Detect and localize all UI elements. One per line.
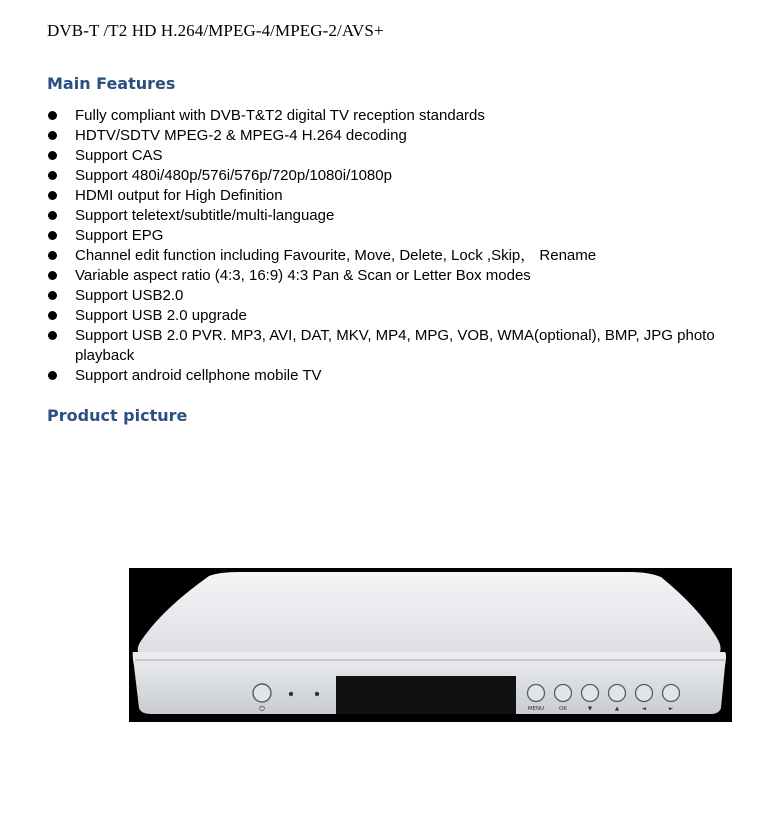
main-features-heading: Main Features: [47, 74, 176, 93]
feature-text: Channel edit function including Favourite, Move, Delete, Lock ,Skip， Rename: [75, 247, 597, 264]
product-image: [129, 568, 732, 722]
list-item: [47, 166, 737, 186]
feature-text: Support USB 2.0 upgrade: [75, 307, 247, 324]
feature-text: Support EPG: [75, 227, 164, 244]
feature-text: Variable aspect ratio (4:3, 16:9) 4:3 Pan & Scan or Letter Box modes: [75, 267, 531, 284]
indicator-led: [315, 692, 319, 696]
list-item: [47, 146, 737, 166]
bullet-icon: [48, 291, 57, 300]
right-label: ►: [668, 706, 674, 712]
indicator-led: [289, 692, 293, 696]
menu-label: MENU: [527, 706, 545, 712]
feature-list: [47, 106, 737, 386]
svg-text:⏻: ⏻: [259, 705, 265, 713]
list-item: [47, 106, 737, 126]
ok-label: OK: [559, 706, 567, 712]
bullet-icon: [48, 311, 57, 320]
bullet-icon: [48, 131, 57, 140]
feature-text: Support CAS: [75, 147, 163, 164]
left-label: ◄: [641, 706, 647, 712]
down-label: ▼: [587, 706, 593, 712]
bullet-icon: [48, 211, 57, 220]
bullet-icon: [48, 171, 57, 180]
list-item: [47, 286, 737, 306]
list-item: [47, 306, 737, 326]
feature-text: Support teletext/subtitle/multi-language: [75, 207, 335, 224]
product-picture-heading: Product picture: [47, 406, 188, 425]
bullet-icon: [48, 271, 57, 280]
feature-text: Support USB 2.0 PVR. MP3, AVI, DAT, MKV, MP4, MPG, VOB, WMA(optional), BMP, JPG photo playback: [75, 327, 715, 364]
receiver-top: [138, 572, 721, 654]
list-item: [47, 266, 737, 286]
bullet-icon: [48, 371, 57, 380]
up-label: ▲: [614, 706, 620, 712]
bullet-icon: [48, 231, 57, 240]
bullet-icon: [48, 191, 57, 200]
bullet-icon: [48, 111, 57, 120]
display-window: [336, 676, 516, 714]
list-item: [47, 206, 737, 226]
feature-text: Support android cellphone mobile TV: [75, 367, 322, 384]
feature-text: HDTV/SDTV MPEG-2 & MPEG-4 H.264 decoding: [75, 127, 407, 144]
feature-text: Support 480i/480p/576i/576p/720p/1080i/1080p: [75, 167, 392, 184]
document-title: DVB-T /T2 HD H.264/MPEG-4/MPEG-2/AVS+: [47, 21, 384, 40]
feature-text: HDMI output for High Definition: [75, 187, 283, 204]
bullet-icon: [48, 251, 57, 260]
list-item: [47, 246, 737, 266]
bullet-icon: [48, 151, 57, 160]
list-item: [47, 226, 737, 246]
bullet-icon: [48, 331, 57, 340]
list-item: [47, 366, 737, 386]
feature-text: Fully compliant with DVB-T&T2 digital TV reception standards: [75, 107, 485, 124]
list-item: [47, 326, 737, 366]
list-item: [47, 186, 737, 206]
list-item: [47, 126, 737, 146]
feature-text: Support USB2.0: [75, 287, 184, 304]
